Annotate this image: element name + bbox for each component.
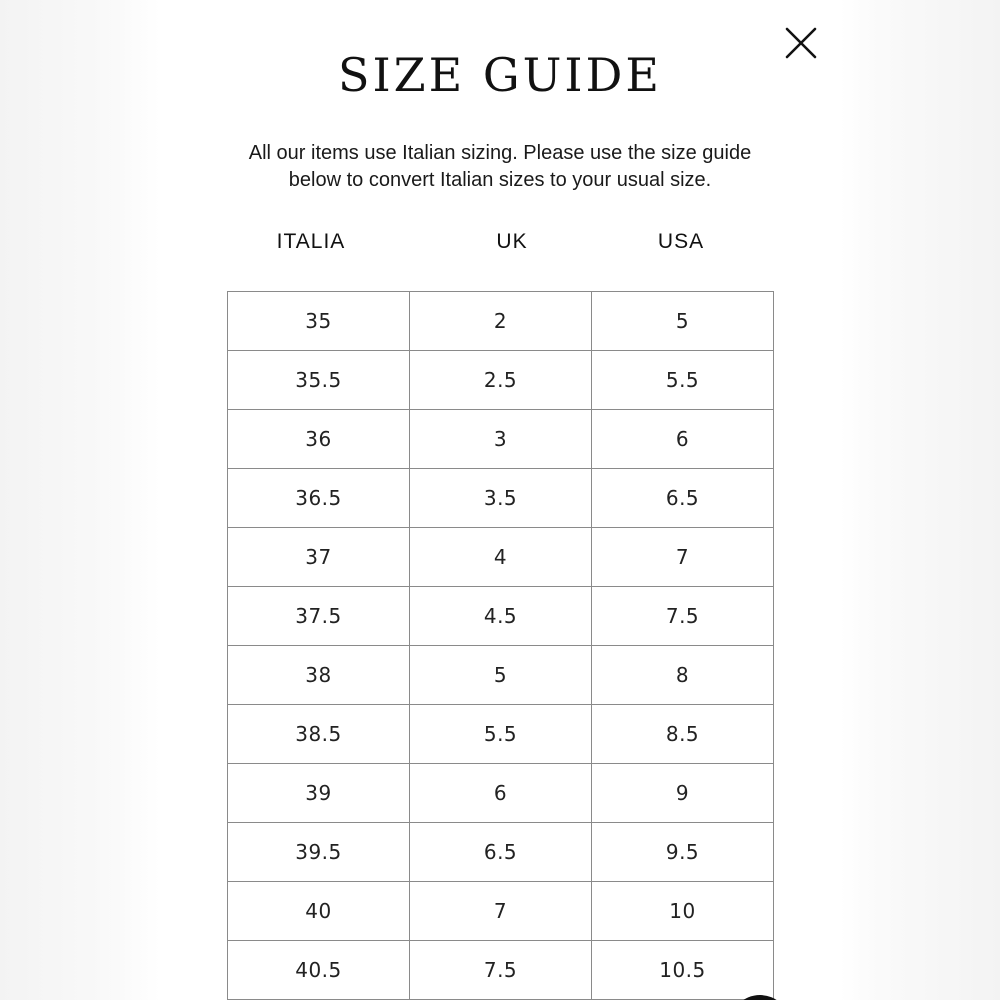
table-row — [228, 823, 774, 882]
table-cell-italia: 38 — [228, 646, 410, 705]
table-cell-uk: 6 — [410, 764, 592, 823]
table-cell-italia: 39 — [228, 764, 410, 823]
table-cell-uk: 4 — [410, 528, 592, 587]
table-cell-uk: 7.5 — [410, 941, 592, 1000]
table-row — [228, 351, 774, 410]
size-conversion-table — [227, 291, 774, 1000]
table-row — [228, 292, 774, 351]
table-cell-usa: 6 — [592, 410, 774, 469]
table-row — [228, 941, 774, 1000]
size-guide-description — [240, 140, 760, 194]
table-cell-uk: 2.5 — [410, 351, 592, 410]
table-cell-italia: 37 — [228, 528, 410, 587]
table-cell-usa: 8 — [592, 646, 774, 705]
table-cell-uk: 7 — [410, 882, 592, 941]
column-header-uk: UK — [496, 230, 528, 253]
table-cell-italia: 36.5 — [228, 469, 410, 528]
table-cell-usa: 9 — [592, 764, 774, 823]
table-row — [228, 764, 774, 823]
table-cell-usa: 7 — [592, 528, 774, 587]
table-cell-uk: 4.5 — [410, 587, 592, 646]
table-cell-uk: 2 — [410, 292, 592, 351]
column-header-italia: ITALIA — [276, 230, 346, 253]
table-cell-italia: 35.5 — [228, 351, 410, 410]
table-cell-usa: 6.5 — [592, 469, 774, 528]
description-line: below to convert Italian sizes to your usual size. — [288, 169, 712, 191]
description-line: All our items use Italian sizing. Please use the size guide — [248, 142, 752, 164]
table-cell-usa: 7.5 — [592, 587, 774, 646]
table-cell-usa: 10.5 — [592, 941, 774, 1000]
table-cell-italia: 40.5 — [228, 941, 410, 1000]
table-cell-italia: 40 — [228, 882, 410, 941]
table-row — [228, 528, 774, 587]
table-row — [228, 882, 774, 941]
page-title: SIZE GUIDE — [338, 48, 662, 102]
table-cell-uk: 3.5 — [410, 469, 592, 528]
table-cell-italia: 35 — [228, 292, 410, 351]
table-row — [228, 587, 774, 646]
table-cell-usa: 9.5 — [592, 823, 774, 882]
table-cell-usa: 5 — [592, 292, 774, 351]
table-cell-uk: 3 — [410, 410, 592, 469]
table-column-headers — [0, 230, 1000, 260]
table-cell-uk: 6.5 — [410, 823, 592, 882]
table-cell-usa: 10 — [592, 882, 774, 941]
table-row — [228, 469, 774, 528]
table-cell-italia: 36 — [228, 410, 410, 469]
table-cell-italia: 38.5 — [228, 705, 410, 764]
column-header-usa: USA — [657, 230, 705, 253]
table-cell-uk: 5 — [410, 646, 592, 705]
table-row — [228, 705, 774, 764]
table-cell-uk: 5.5 — [410, 705, 592, 764]
table-row — [228, 646, 774, 705]
table-cell-italia: 37.5 — [228, 587, 410, 646]
table-cell-usa: 5.5 — [592, 351, 774, 410]
table-row — [228, 410, 774, 469]
table-cell-usa: 8.5 — [592, 705, 774, 764]
table-cell-italia: 39.5 — [228, 823, 410, 882]
